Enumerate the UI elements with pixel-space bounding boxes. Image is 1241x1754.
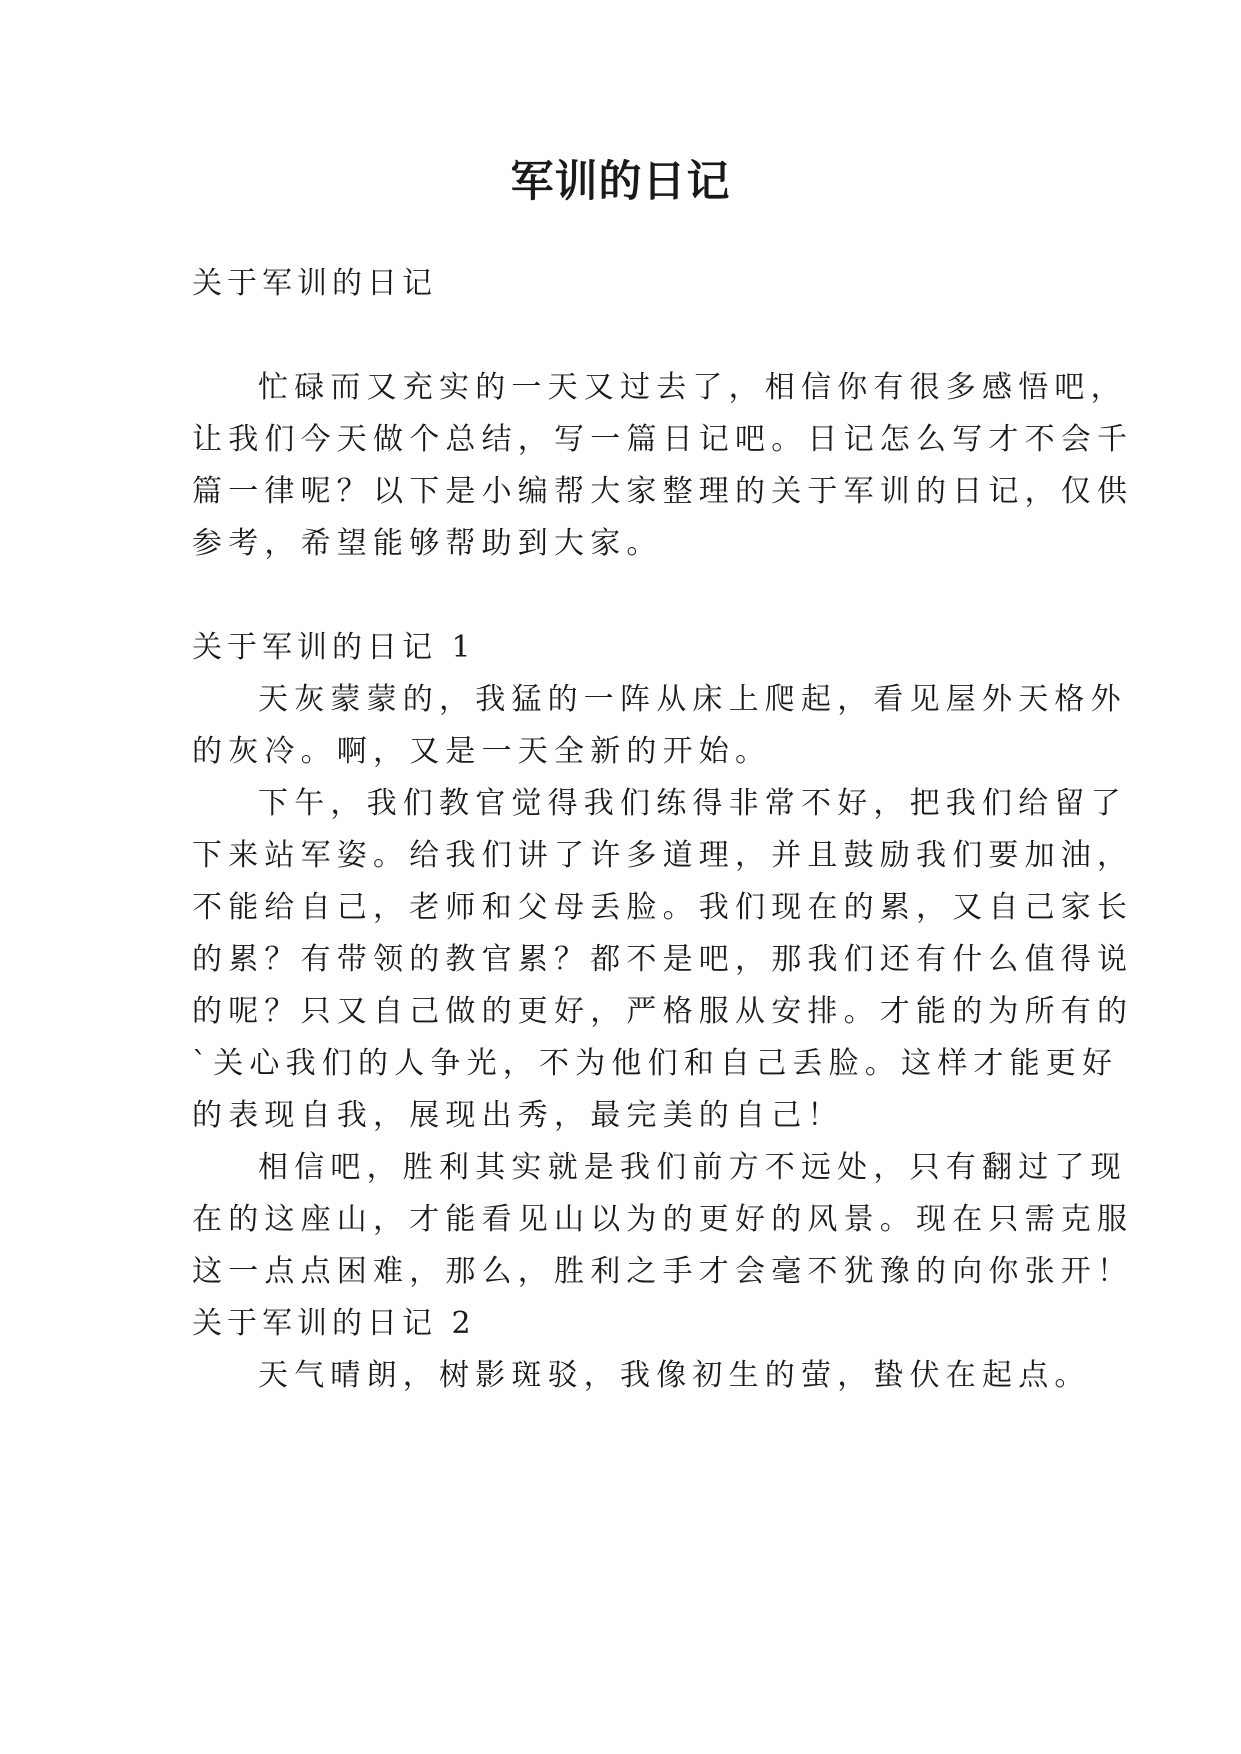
paragraph-line: 篇一律呢？以下是小编帮大家整理的关于军训的日记，仅供 bbox=[192, 474, 1134, 509]
paragraph-line: 在的这座山，才能看见山以为的更好的风景。现在只需克服 bbox=[192, 1202, 1134, 1237]
paragraph-line: 的灰冷。啊，又是一天全新的开始。 bbox=[192, 734, 772, 769]
intro-heading: 关于军训的日记 bbox=[192, 266, 437, 301]
paragraph-line: `关心我们的人争光，不为他们和自己丢脸。这样才能更好 bbox=[192, 1046, 1119, 1081]
paragraph-line: 下午，我们教官觉得我们练得非常不好，把我们给留了 bbox=[258, 786, 1127, 821]
paragraph-line: 相信吧，胜利其实就是我们前方不远处，只有翻过了现 bbox=[258, 1150, 1127, 1185]
section-heading-2: 关于军训的日记 2 bbox=[192, 1306, 476, 1341]
paragraph-line: 忙碌而又充实的一天又过去了，相信你有很多感悟吧， bbox=[258, 370, 1127, 405]
paragraph-line: 让我们今天做个总结，写一篇日记吧。日记怎么写才不会千 bbox=[192, 422, 1134, 457]
paragraph-line: 的呢？只又自己做的更好，严格服从安排。才能的为所有的 bbox=[192, 994, 1134, 1029]
paragraph-line: 的表现自我，展现出秀，最完美的自己！ bbox=[192, 1098, 844, 1133]
paragraph-line: 下来站军姿。给我们讲了许多道理，并且鼓励我们要加油， bbox=[192, 838, 1134, 873]
paragraph-line: 这一点点困难，那么，胜利之手才会毫不犹豫的向你张开！ bbox=[192, 1254, 1134, 1289]
document-title: 军训的日记 bbox=[510, 157, 731, 207]
section-heading-1: 关于军训的日记 1 bbox=[192, 630, 476, 665]
paragraph-line: 的累？有带领的教官累？都不是吧，那我们还有什么值得说 bbox=[192, 942, 1134, 977]
paragraph-line: 天灰蒙蒙的，我猛的一阵从床上爬起，看见屋外天格外 bbox=[258, 682, 1127, 717]
paragraph-line: 不能给自己，老师和父母丢脸。我们现在的累，又自己家长 bbox=[192, 890, 1134, 925]
paragraph-line: 天气晴朗，树影斑驳，我像初生的萤，蛰伏在起点。 bbox=[258, 1358, 1091, 1393]
paragraph-line: 参考，希望能够帮助到大家。 bbox=[192, 526, 663, 561]
